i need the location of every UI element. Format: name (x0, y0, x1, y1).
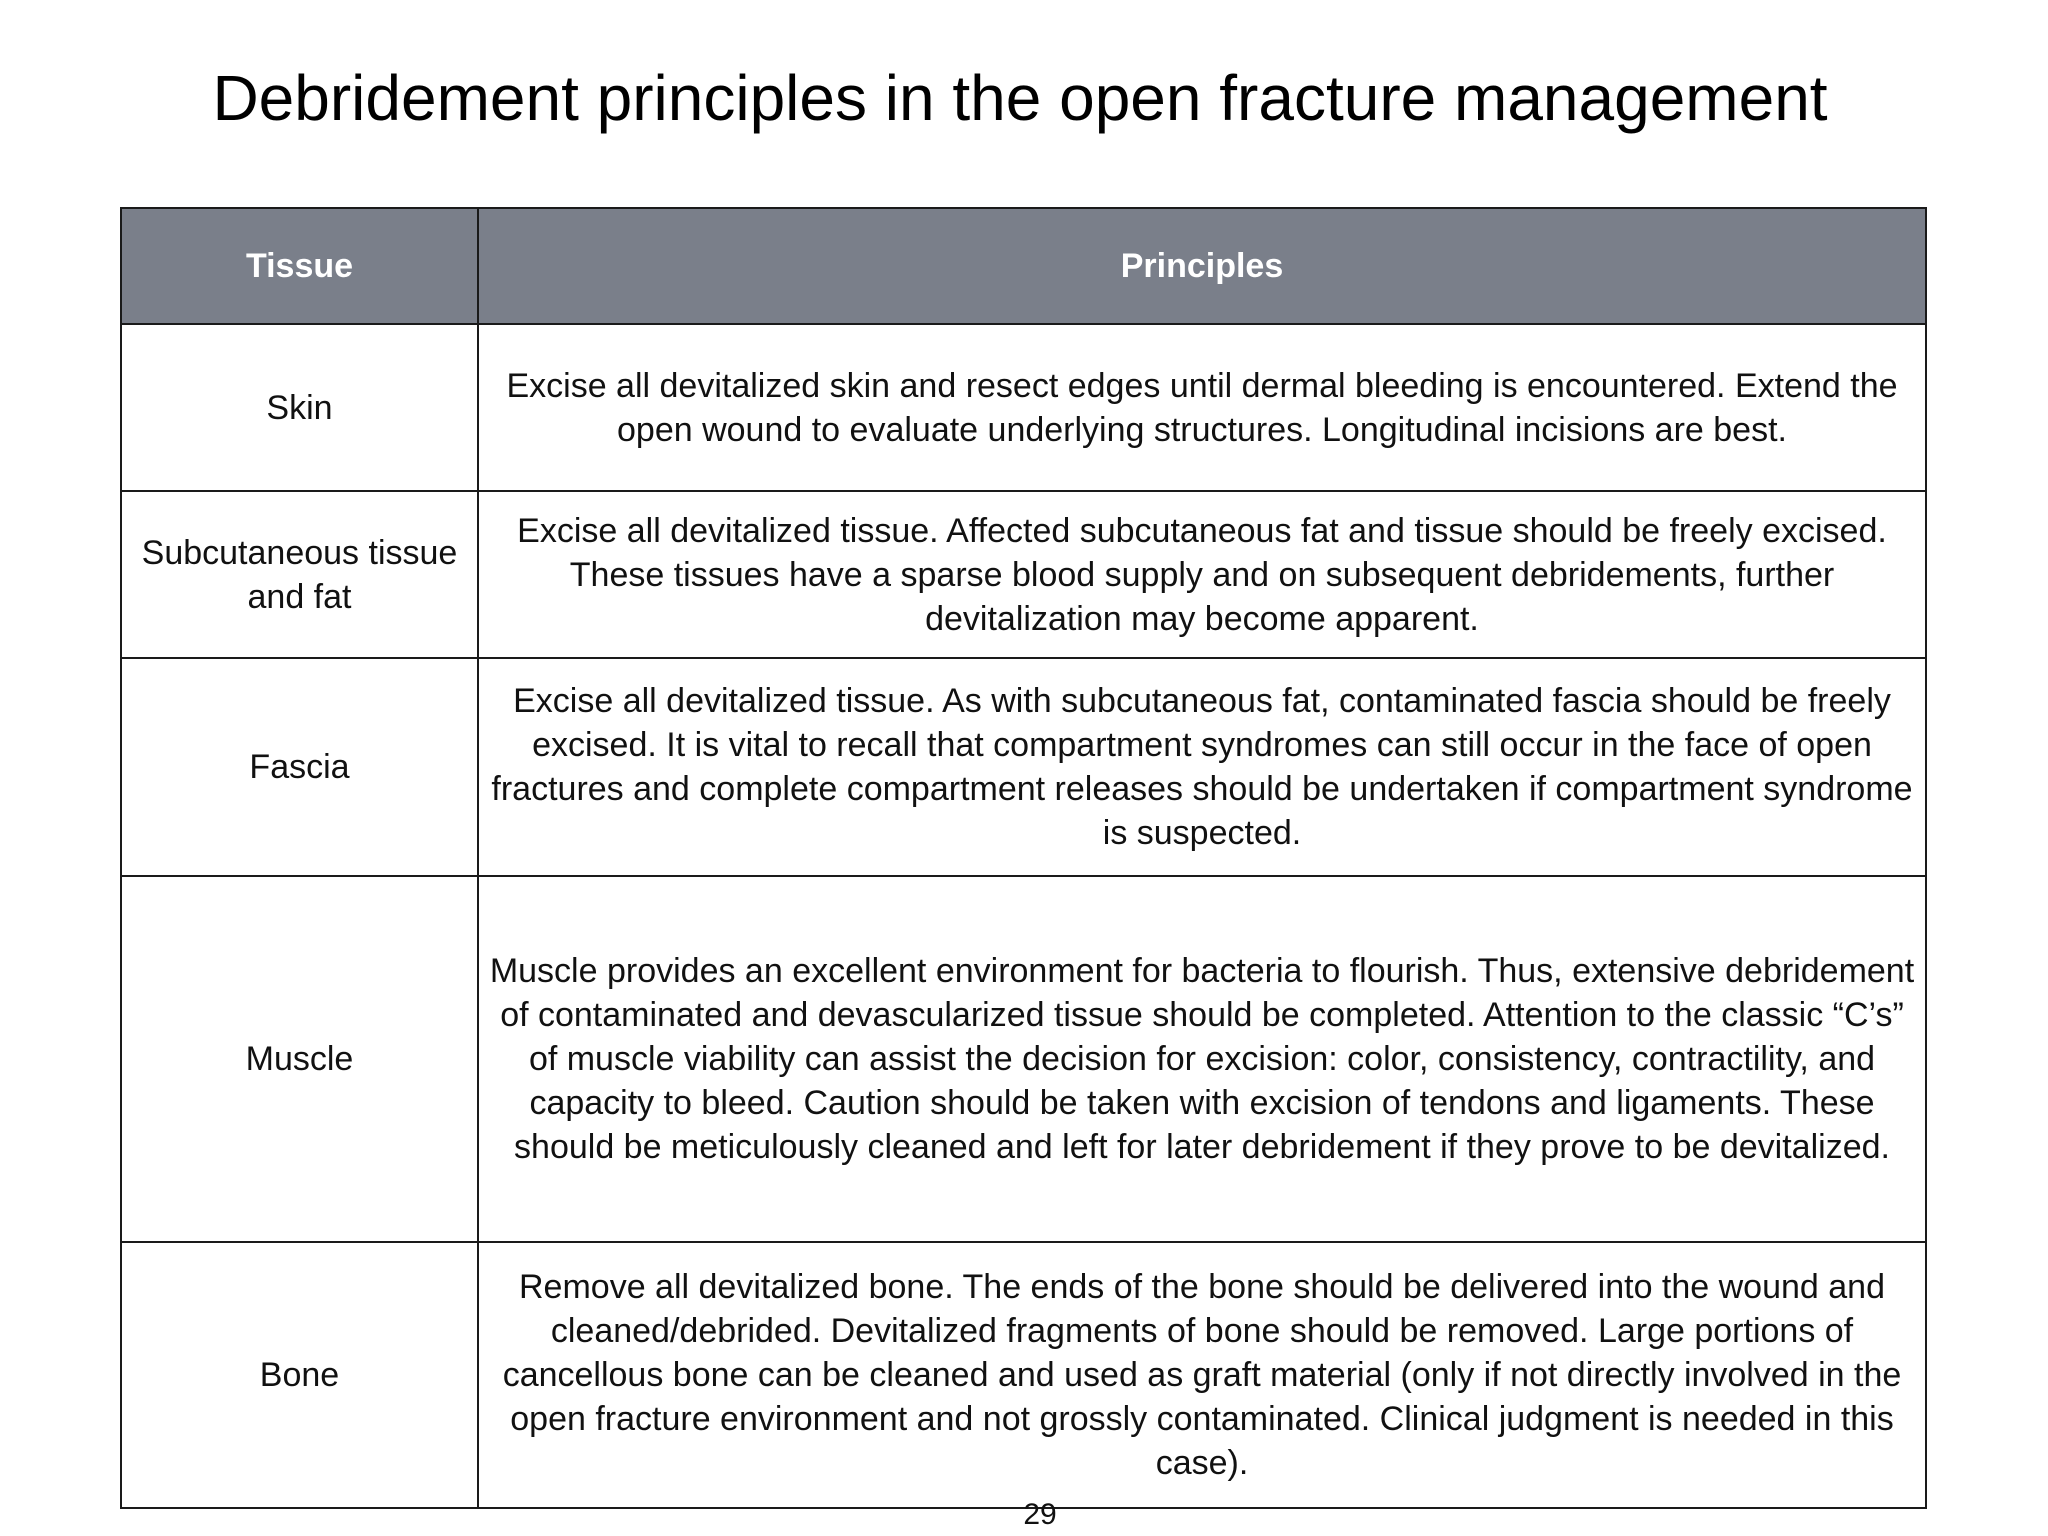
principles-cell: Excise all devitalized tissue. As with subcutaneous fat, contaminated fascia should be freely excised. It is vital to recall that compartment syndromes can still occur in the face of open fractures and complete compartment releases should be undertaken if compartment syndrome is suspected. (478, 658, 1926, 876)
table-row (121, 324, 1926, 491)
table-header-row (121, 208, 1926, 324)
tissue-cell: Bone (121, 1242, 478, 1508)
page-number: 29 (1023, 1498, 1057, 1531)
tissue-cell: Skin (121, 324, 478, 491)
principles-cell: Remove all devitalized bone. The ends of the bone should be delivered into the wound and cleaned/debrided. Devitalized fragments of bone should be removed. Large portions of cancellous bone can be cleaned and used as graft material (only if not directly involved in the open fracture environment and not grossly contaminated. Clinical judgment is needed in this case). (478, 1242, 1926, 1508)
table-row (121, 658, 1926, 876)
principles-cell: Muscle provides an excellent environment for bacteria to flourish. Thus, extensive debridement of contaminated and devascularized tissue should be completed. Attention to the classic “C’s” of muscle viability can assist the decision for excision: color, consistency, contractility, and capacity to bleed. Caution should be taken with excision of tendons and ligaments. These should be meticulously cleaned and left for later debridement if they prove to be devitalized. (478, 876, 1926, 1242)
debridement-table-container (120, 207, 1925, 1509)
debridement-table (120, 207, 1927, 1509)
column-header-principles: Principles (478, 208, 1926, 324)
principles-cell: Excise all devitalized skin and resect edges until dermal bleeding is encountered. Extend the open wound to evaluate underlying structures. Longitudinal incisions are best. (478, 324, 1926, 491)
table-row (121, 491, 1926, 658)
page-title: Debridement principles in the open fracture management (212, 62, 1828, 134)
tissue-cell: Muscle (121, 876, 478, 1242)
column-header-tissue: Tissue (121, 208, 478, 324)
principles-cell: Excise all devitalized tissue. Affected subcutaneous fat and tissue should be freely excised. These tissues have a sparse blood supply and on subsequent debridements, further devitalization may become apparent. (478, 491, 1926, 658)
table-row (121, 1242, 1926, 1508)
tissue-cell: Fascia (121, 658, 478, 876)
table-row (121, 876, 1926, 1242)
tissue-cell: Subcutaneous tissue and fat (121, 491, 478, 658)
